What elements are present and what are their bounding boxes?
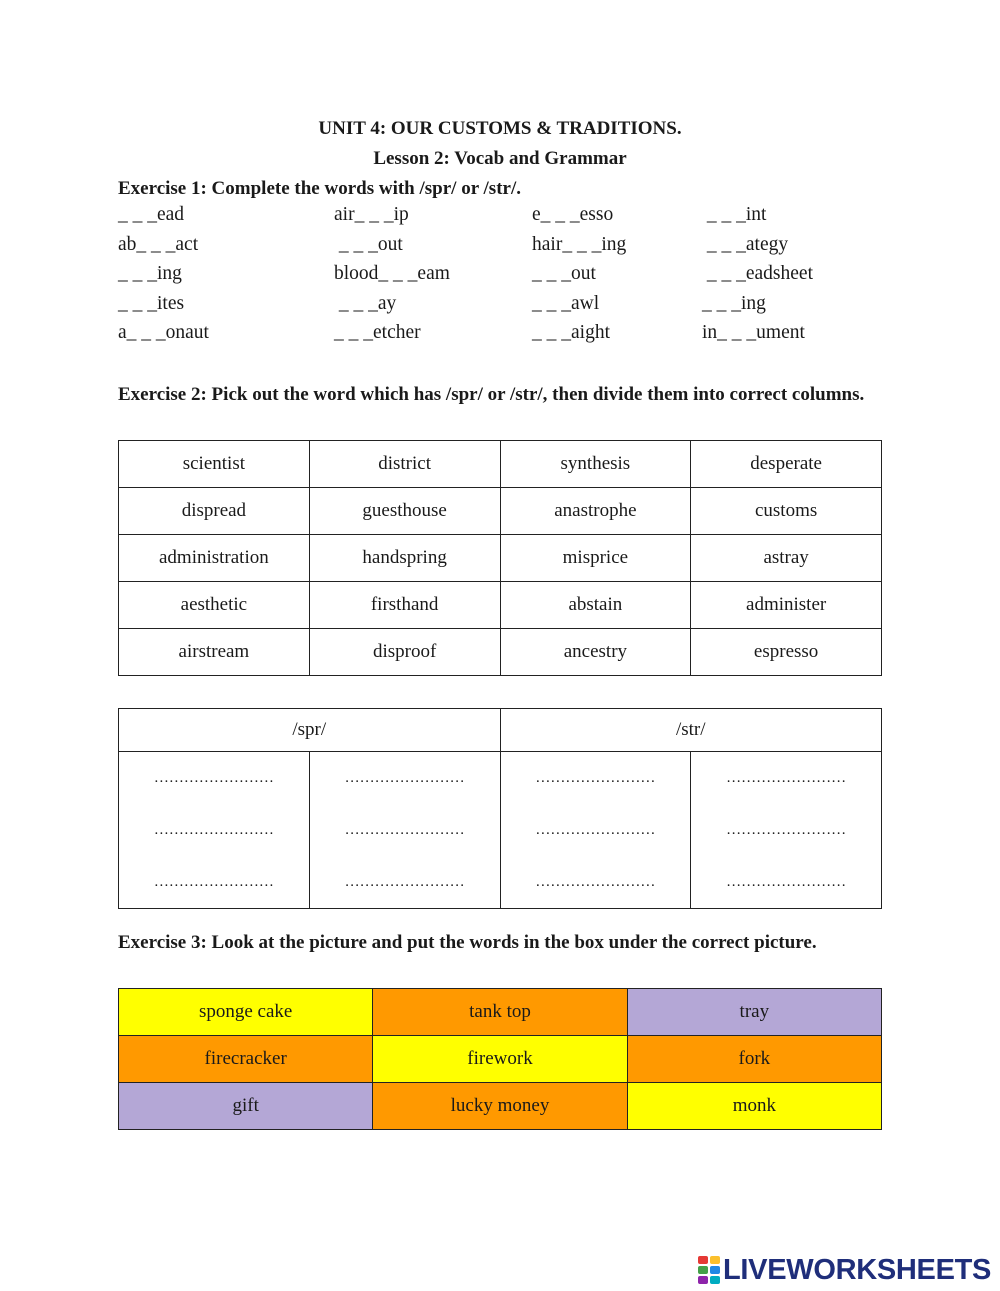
exercise1-row [118,263,882,293]
word-cell: handspring [309,535,500,582]
word-cell: airstream [119,629,310,676]
word-box-cell: firecracker [119,1036,373,1083]
word-cell: astray [691,535,882,582]
exercise1-item: _ _ _awl [532,292,600,314]
word-cell: customs [691,488,882,535]
word-cell: administration [119,535,310,582]
answer-column [309,752,500,909]
word-cell: misprice [500,535,691,582]
exercise1-item: _ _ _int [702,204,767,225]
table-row [119,989,882,1036]
answer-column [119,752,310,909]
word-cell: desperate [691,441,882,488]
word-cell: abstain [500,582,691,629]
exercise1-item: hair_ _ _ing [532,233,627,255]
exercise1-item: _ _ _ay [334,292,397,314]
exercise1-row [118,204,882,234]
answer-blanks-row [119,752,882,909]
exercise1-heading: Exercise 1: Complete the words with /spr/ or /str/. [118,178,521,199]
word-cell: district [309,441,500,488]
spr-column-header: /spr/ [119,709,501,752]
exercise2-heading: Exercise 2: Pick out the word which has /spr/ or /str/, then divide them into correct columns. [118,384,865,405]
exercise1-item: _ _ _aight [532,322,610,343]
answer-blank[interactable]: …………………… [535,770,656,786]
table-row [119,488,882,535]
word-box-cell: fork [627,1036,881,1083]
exercise2-answer-table [118,708,882,909]
answer-blank[interactable]: …………………… [153,874,274,890]
word-box-cell: lucky money [373,1083,627,1130]
word-box-cell: tray [627,989,881,1036]
answer-blank[interactable]: …………………… [153,822,274,838]
exercise1-row [118,293,882,323]
logo-text: LIVEWORKSHEETS [723,1253,992,1286]
exercise1-item: _ _ _ead [118,204,185,225]
word-cell: espresso [691,629,882,676]
word-box-cell: gift [119,1083,373,1130]
exercise2-word-table [118,440,882,676]
exercise1-item: in_ _ _ument [702,322,805,343]
word-cell: scientist [119,441,310,488]
page-title: UNIT 4: OUR CUSTOMS & TRADITIONS. [318,118,682,139]
exercise1-item: _ _ _out [532,263,596,284]
answer-blank[interactable]: …………………… [344,770,465,786]
word-cell: ancestry [500,629,691,676]
exercise1-row [118,234,882,264]
exercise1-item: a_ _ _onaut [118,322,209,343]
word-cell: anastrophe [500,488,691,535]
word-cell: administer [691,582,882,629]
table-row [119,1036,882,1083]
exercise1-item: _ _ _ing [702,292,766,314]
table-row [119,582,882,629]
answer-column [691,752,882,909]
answer-blank[interactable]: …………………… [535,822,656,838]
answer-blank[interactable]: …………………… [726,770,847,786]
word-cell: dispread [119,488,310,535]
exercise1-item: _ _ _etcher [334,322,421,343]
liveworksheets-logo [698,1252,991,1288]
word-cell: disproof [309,629,500,676]
word-box-cell: firework [373,1036,627,1083]
word-cell: firsthand [309,582,500,629]
exercise1-item: air_ _ _ip [334,204,409,225]
word-box-cell: monk [627,1083,881,1130]
word-cell: guesthouse [309,488,500,535]
exercise1-item: blood_ _ _eam [334,263,450,284]
exercise1-item: e_ _ _esso [532,204,614,225]
table-row [119,629,882,676]
word-cell: aesthetic [119,582,310,629]
exercise1-word-grid [118,204,882,352]
answer-blank[interactable]: …………………… [344,874,465,890]
exercise1-item: _ _ _ing [118,263,182,284]
logo-mark-icon [698,1256,720,1284]
exercise1-item: _ _ _out [334,233,403,255]
table-row [119,535,882,582]
exercise1-item: _ _ _eadsheet [702,263,814,284]
answer-blank[interactable]: …………………… [535,874,656,890]
word-cell: synthesis [500,441,691,488]
answer-blank[interactable]: …………………… [153,770,274,786]
table-row [119,1083,882,1130]
answer-blank[interactable]: …………………… [726,874,847,890]
word-box-cell: sponge cake [119,989,373,1036]
answer-column [500,752,691,909]
str-column-header: /str/ [500,709,882,752]
exercise1-item: _ _ _ategy [702,233,789,255]
exercise1-item: _ _ _ites [118,292,185,314]
exercise1-item: ab_ _ _act [118,233,199,255]
answer-blank[interactable]: …………………… [344,822,465,838]
word-box-cell: tank top [373,989,627,1036]
exercise3-heading: Exercise 3: Look at the picture and put the words in the box under the correct picture. [118,932,817,953]
answer-blank[interactable]: …………………… [726,822,847,838]
exercise1-row [118,322,882,352]
exercise3-word-box [118,988,882,1130]
page-subtitle: Lesson 2: Vocab and Grammar [373,148,627,169]
table-row [119,441,882,488]
